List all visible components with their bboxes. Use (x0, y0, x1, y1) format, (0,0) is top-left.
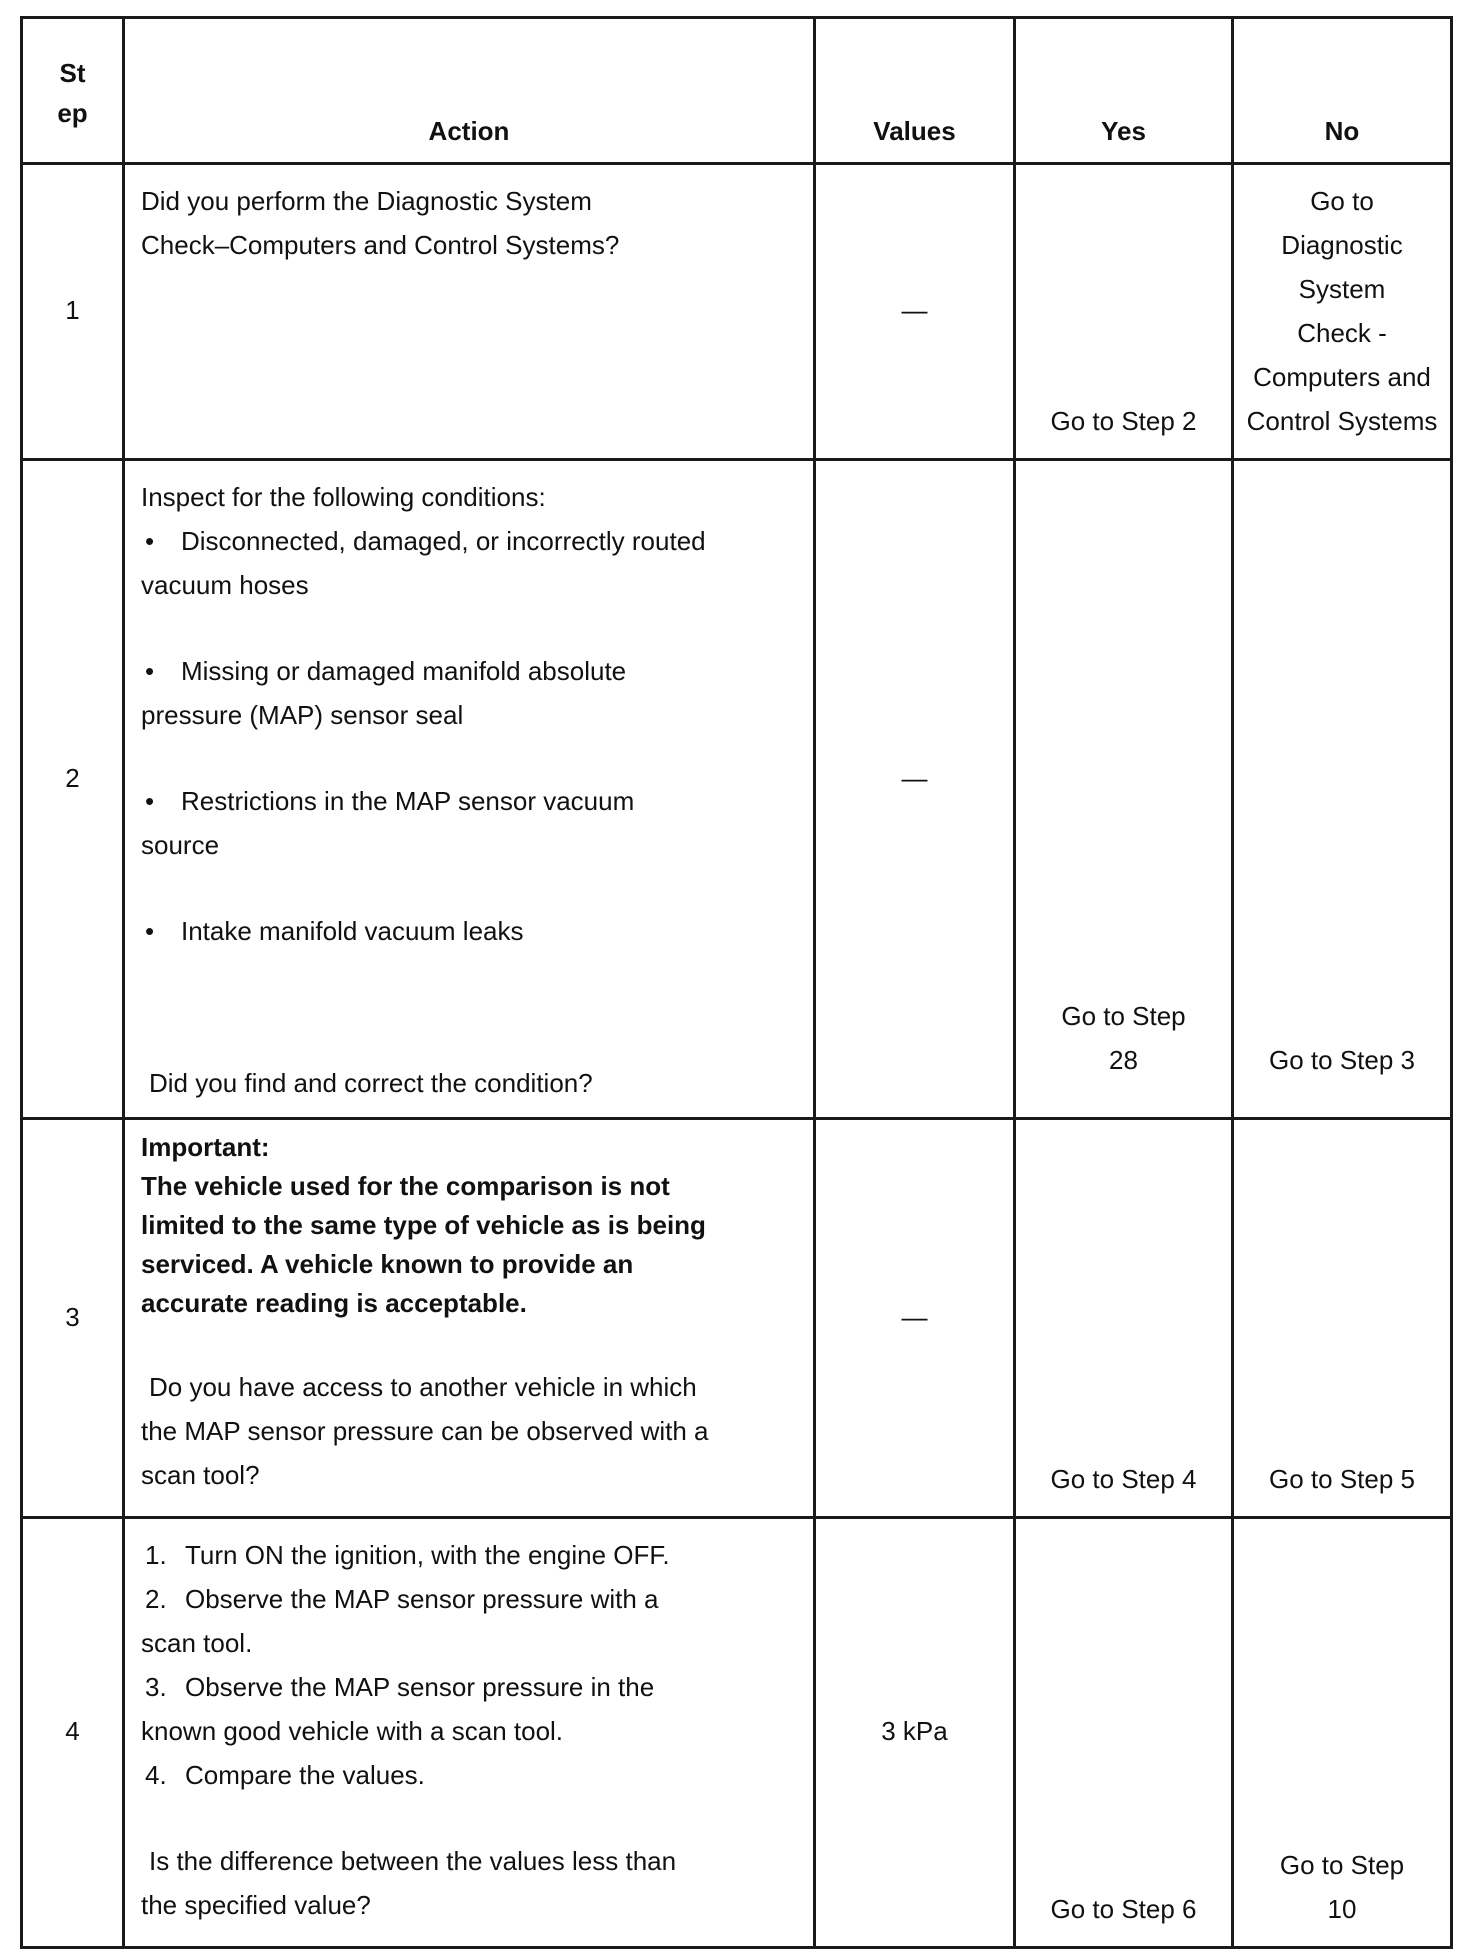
step-cell (22, 164, 124, 460)
yes-cell (1015, 460, 1233, 1119)
step-cell (22, 1119, 124, 1518)
step-number: 1 (65, 295, 80, 325)
value-cell (815, 164, 1015, 460)
header-action-label: Action (428, 116, 510, 146)
action-cell (124, 460, 815, 1119)
step-number: 4 (65, 1716, 80, 1746)
bullet-icon: • (145, 526, 155, 556)
important-text: limited to the same type of vehicle as is being (141, 1210, 706, 1240)
important-text: serviced. A vehicle known to provide an (141, 1249, 634, 1279)
value-text: — (901, 762, 928, 793)
step-index: 4. (145, 1760, 167, 1790)
header-step-line1: St (59, 58, 86, 88)
important-text: The vehicle used for the comparison is not (141, 1171, 670, 1201)
no-cell (1233, 1518, 1452, 1948)
value-cell (815, 1119, 1015, 1518)
value-cell (815, 460, 1015, 1119)
step-index: 2. (145, 1584, 167, 1614)
bullet-text: Restrictions in the MAP sensor vacuum (181, 786, 635, 816)
header-values-label: Values (873, 116, 956, 146)
action-question: Is the difference between the values less than (149, 1846, 677, 1876)
table-row (22, 164, 1452, 460)
yes-cell (1015, 164, 1233, 460)
table-row (22, 460, 1452, 1119)
no-link: Go to (1310, 186, 1374, 216)
numbered-step (141, 1533, 801, 1577)
no-link: Go to Step 3 (1269, 1045, 1415, 1075)
step-text: Compare the values. (185, 1760, 425, 1790)
action-cell (124, 1119, 815, 1518)
header-yes (1015, 18, 1233, 164)
bullet-text: pressure (MAP) sensor seal (141, 700, 464, 730)
action-question: scan tool? (141, 1460, 260, 1490)
action-cell (124, 1518, 815, 1948)
table-row (22, 1518, 1452, 1948)
action-question: the MAP sensor pressure can be observed with a (141, 1416, 709, 1446)
step-index: 3. (145, 1672, 167, 1702)
header-action (124, 18, 815, 164)
no-link: Check - (1297, 318, 1387, 348)
no-link: System (1298, 274, 1386, 304)
bullet-item (141, 909, 801, 953)
numbered-step (141, 1753, 801, 1797)
yes-link: Go to Step 6 (1050, 1894, 1197, 1924)
header-step (22, 18, 124, 164)
action-intro: Inspect for the following conditions: (141, 482, 546, 512)
header-values (815, 18, 1015, 164)
step-text: Observe the MAP sensor pressure with a (185, 1584, 659, 1614)
bullet-item (141, 779, 801, 823)
step-number: 2 (65, 762, 80, 793)
step-index: 1. (145, 1540, 167, 1570)
bullet-icon: • (145, 656, 155, 686)
action-text: Did you perform the Diagnostic System (141, 186, 592, 216)
diagnostic-table (20, 16, 1453, 1949)
no-cell (1233, 460, 1452, 1119)
numbered-step (141, 1665, 801, 1709)
value-cell (815, 1518, 1015, 1948)
bullet-item (141, 649, 801, 693)
no-link: Control Systems (1246, 406, 1438, 436)
bullet-text: vacuum hoses (141, 570, 309, 600)
important-label: Important: (141, 1132, 270, 1162)
bullet-text: Intake manifold vacuum leaks (181, 916, 524, 946)
step-text: scan tool. (141, 1628, 253, 1658)
bullet-icon: • (145, 786, 155, 816)
header-yes-label: Yes (1101, 116, 1146, 146)
no-link: Go to Step 5 (1269, 1464, 1415, 1494)
yes-cell (1015, 1518, 1233, 1948)
action-cell (124, 164, 815, 460)
step-text: Observe the MAP sensor pressure in the (185, 1672, 655, 1702)
numbered-step (141, 1577, 801, 1621)
action-text: Check–Computers and Control Systems? (141, 230, 620, 260)
step-number: 3 (65, 1301, 80, 1332)
header-step-line2: ep (57, 98, 88, 128)
bullet-text: Missing or damaged manifold absolute (181, 656, 627, 686)
action-question: Do you have access to another vehicle in which (149, 1372, 697, 1402)
action-question: the specified value? (141, 1890, 371, 1920)
bullet-item (141, 519, 801, 563)
no-cell (1233, 1119, 1452, 1518)
header-row (22, 18, 1452, 164)
yes-link: Go to Step 2 (1050, 406, 1197, 436)
bullet-text: source (141, 830, 220, 860)
step-cell (22, 460, 124, 1119)
no-link: 10 (1327, 1894, 1357, 1924)
step-cell (22, 1518, 124, 1948)
important-text: accurate reading is acceptable. (141, 1288, 527, 1318)
value-text: 3 kPa (881, 1716, 948, 1746)
bullet-text: Disconnected, damaged, or incorrectly routed (181, 526, 706, 556)
yes-link: 28 (1109, 1045, 1138, 1075)
action-question: Did you find and correct the condition? (149, 1068, 593, 1098)
step-text: Turn ON the ignition, with the engine OFF. (185, 1540, 670, 1570)
no-link: Go to Step (1279, 1850, 1405, 1880)
header-no (1233, 18, 1452, 164)
no-link: Computers and (1253, 362, 1431, 392)
step-text: known good vehicle with a scan tool. (141, 1716, 564, 1746)
no-link: Diagnostic (1281, 230, 1403, 260)
bullet-icon: • (145, 916, 155, 946)
no-cell (1233, 164, 1452, 460)
value-text: — (901, 295, 928, 325)
header-no-label: No (1324, 116, 1360, 146)
yes-cell (1015, 1119, 1233, 1518)
yes-link: Go to Step 4 (1050, 1464, 1197, 1494)
value-text: — (901, 1301, 928, 1332)
yes-link: Go to Step (1061, 1001, 1186, 1031)
table-row (22, 1119, 1452, 1518)
